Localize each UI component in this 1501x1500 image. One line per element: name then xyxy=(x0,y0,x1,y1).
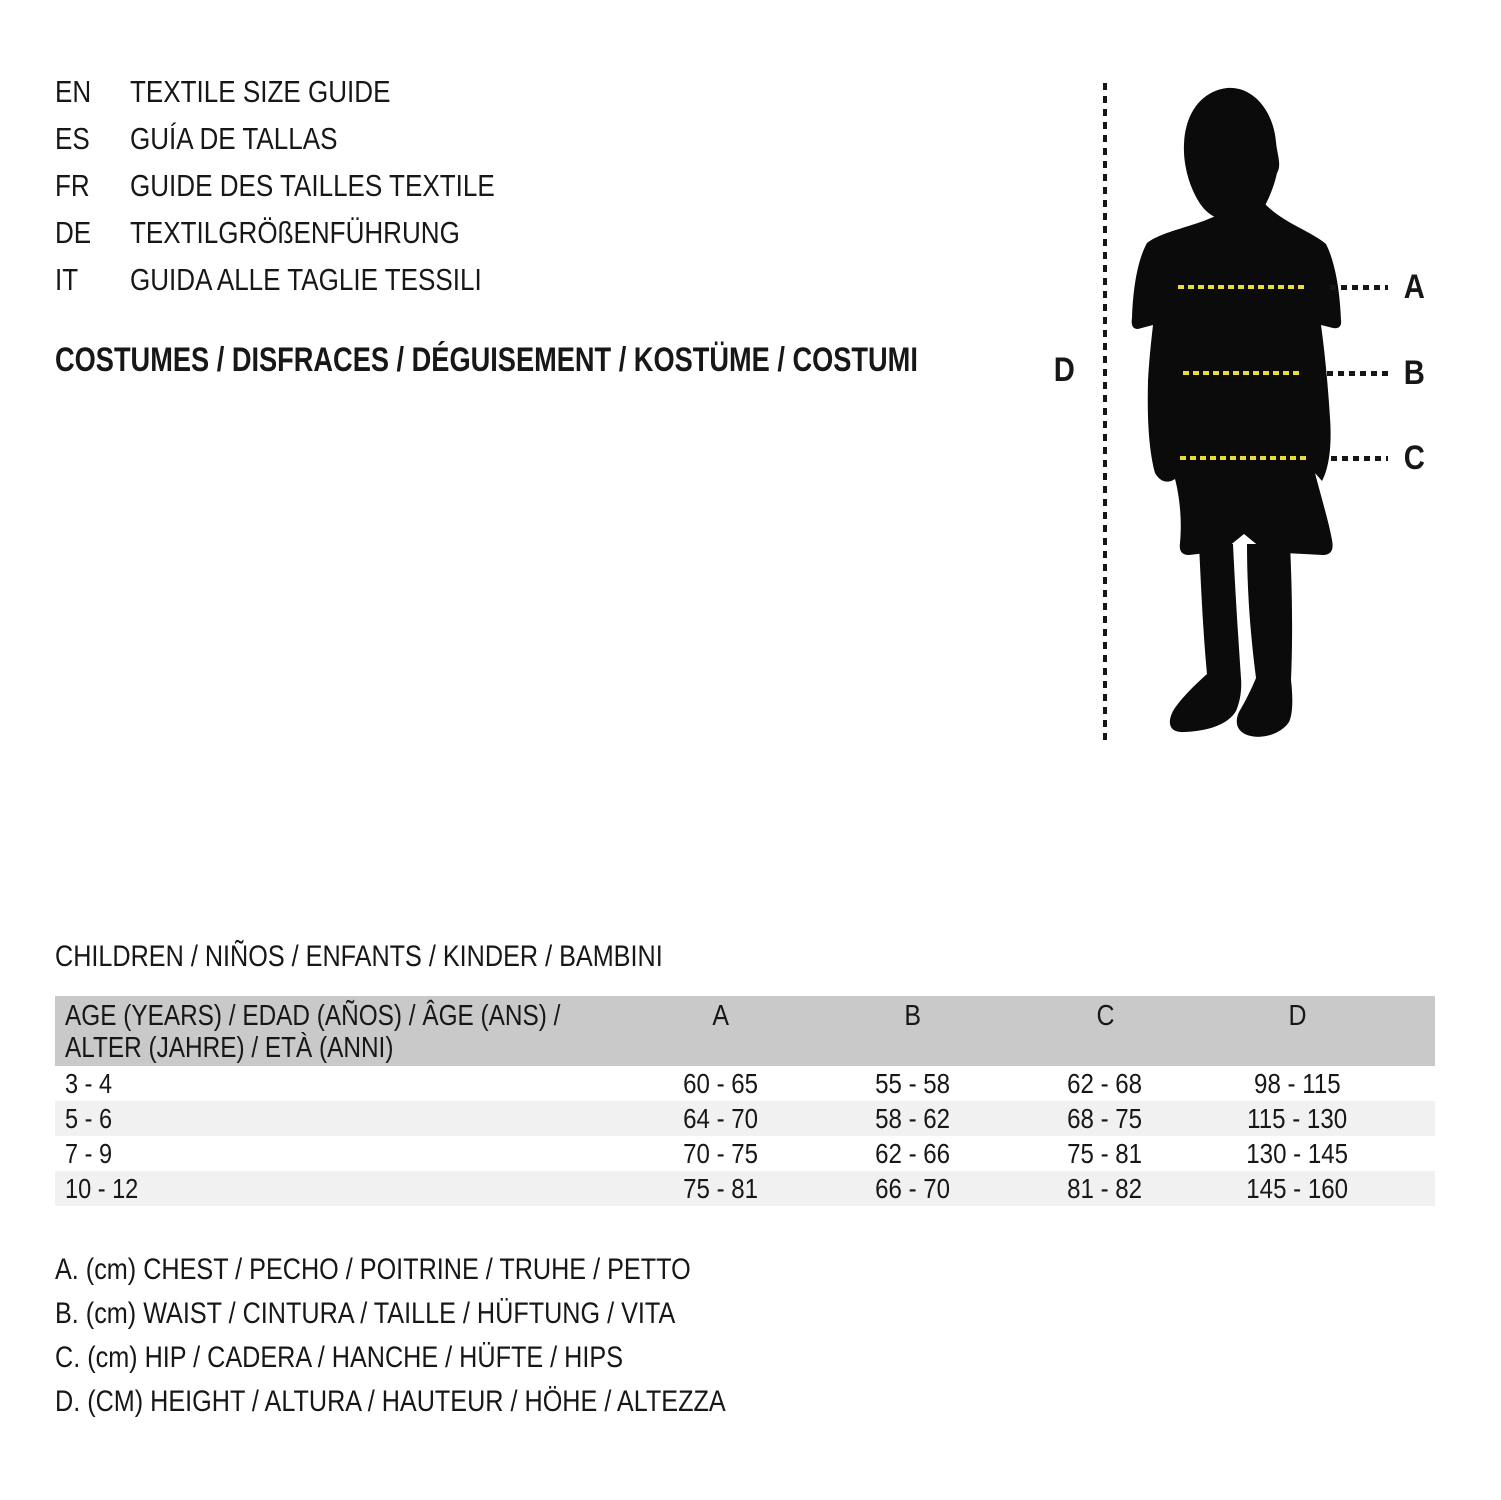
silhouette-torso xyxy=(1132,204,1341,555)
size-table xyxy=(55,996,1435,1206)
chest-cell: 64 - 70 xyxy=(683,1103,759,1134)
category-title: COSTUMES / DISFRACES / DÉGUISEMENT / KOSTÜME / COSTUMI xyxy=(55,341,918,379)
waist-cell: 55 - 58 xyxy=(875,1068,951,1099)
language-code: DE xyxy=(55,215,92,250)
height-dashed-line xyxy=(1103,83,1107,740)
height-cell: 145 - 160 xyxy=(1246,1173,1348,1204)
language-label: GUIDA ALLE TAGLIE TESSILI xyxy=(130,262,482,297)
height-cell: 115 - 130 xyxy=(1247,1103,1347,1134)
language-row-en xyxy=(55,68,564,115)
language-label: GUÍA DE TALLAS xyxy=(130,121,338,156)
silhouette-right-leg xyxy=(1237,544,1293,737)
hip-cell: 75 - 81 xyxy=(1067,1138,1143,1169)
language-label: GUIDE DES TAILLES TEXTILE xyxy=(130,168,495,203)
column-header-c: C xyxy=(1095,1000,1115,1032)
language-row-es xyxy=(55,115,564,162)
age-cell: 3 - 4 xyxy=(65,1068,113,1099)
child-silhouette xyxy=(1125,82,1355,750)
measure-label-a: A xyxy=(1403,268,1425,306)
height-cell: 130 - 145 xyxy=(1246,1138,1348,1169)
age-cell: 5 - 6 xyxy=(65,1103,113,1134)
table-row xyxy=(55,1101,1435,1136)
waist-measure-line xyxy=(1183,371,1301,375)
size-table-header xyxy=(55,996,1435,1066)
chest-measure-line xyxy=(1178,285,1306,289)
age-column-header: AGE (YEARS) / EDAD (AÑOS) / ÂGE (ANS) / ALTER (JAHRE) / ETÀ (ANNI) xyxy=(65,1000,561,1064)
table-row xyxy=(55,1171,1435,1206)
column-header-d: D xyxy=(1287,1000,1307,1032)
column-header-b: B xyxy=(904,1000,922,1032)
measure-label-b: B xyxy=(1403,354,1425,392)
silhouette-head xyxy=(1184,88,1279,221)
measurement-legend xyxy=(55,1248,853,1424)
column-header-a: A xyxy=(712,1000,730,1032)
legend-waist: B. (cm) WAIST / CINTURA / TAILLE / HÜFTUNG / VITA xyxy=(55,1297,676,1330)
legend-height: D. (CM) HEIGHT / ALTURA / HAUTEUR / HÖHE / ALTEZZA xyxy=(55,1385,726,1418)
waist-cell: 58 - 62 xyxy=(875,1103,951,1134)
hip-cell: 68 - 75 xyxy=(1067,1103,1143,1134)
language-row-de xyxy=(55,209,564,256)
language-code: FR xyxy=(55,168,90,203)
table-section-title: CHILDREN / NIÑOS / ENFANTS / KINDER / BAMBINI xyxy=(55,940,663,973)
hip-measure-line xyxy=(1180,456,1308,460)
waist-cell: 62 - 66 xyxy=(875,1138,951,1169)
language-row-it xyxy=(55,256,564,303)
hip-cell: 62 - 68 xyxy=(1067,1068,1143,1099)
silhouette-left-leg xyxy=(1170,544,1241,732)
legend-chest: A. (cm) CHEST / PECHO / POITRINE / TRUHE / PETTO xyxy=(55,1253,691,1286)
chest-leader-line xyxy=(1330,285,1388,290)
height-cell: 98 - 115 xyxy=(1253,1068,1341,1099)
hip-cell: 81 - 82 xyxy=(1067,1173,1143,1204)
language-row-fr xyxy=(55,162,564,209)
language-code: ES xyxy=(55,121,90,156)
waist-leader-line xyxy=(1327,371,1388,376)
chest-cell: 70 - 75 xyxy=(683,1138,759,1169)
chest-cell: 60 - 65 xyxy=(683,1068,759,1099)
table-row xyxy=(55,1136,1435,1171)
language-code: IT xyxy=(55,262,79,297)
measure-label-d: D xyxy=(1053,351,1075,389)
language-label: TEXTILE SIZE GUIDE xyxy=(130,74,391,109)
chest-cell: 75 - 81 xyxy=(683,1173,759,1204)
language-list xyxy=(55,68,564,303)
table-row xyxy=(55,1066,1435,1101)
age-cell: 7 - 9 xyxy=(65,1138,113,1169)
waist-cell: 66 - 70 xyxy=(875,1173,951,1204)
measure-label-c: C xyxy=(1403,439,1425,477)
language-label: TEXTILGRÖßENFÜHRUNG xyxy=(130,215,460,250)
hip-leader-line xyxy=(1331,456,1388,461)
age-cell: 10 - 12 xyxy=(65,1173,139,1204)
legend-hip: C. (cm) HIP / CADERA / HANCHE / HÜFTE / HIPS xyxy=(55,1341,623,1374)
language-code: EN xyxy=(55,74,92,109)
